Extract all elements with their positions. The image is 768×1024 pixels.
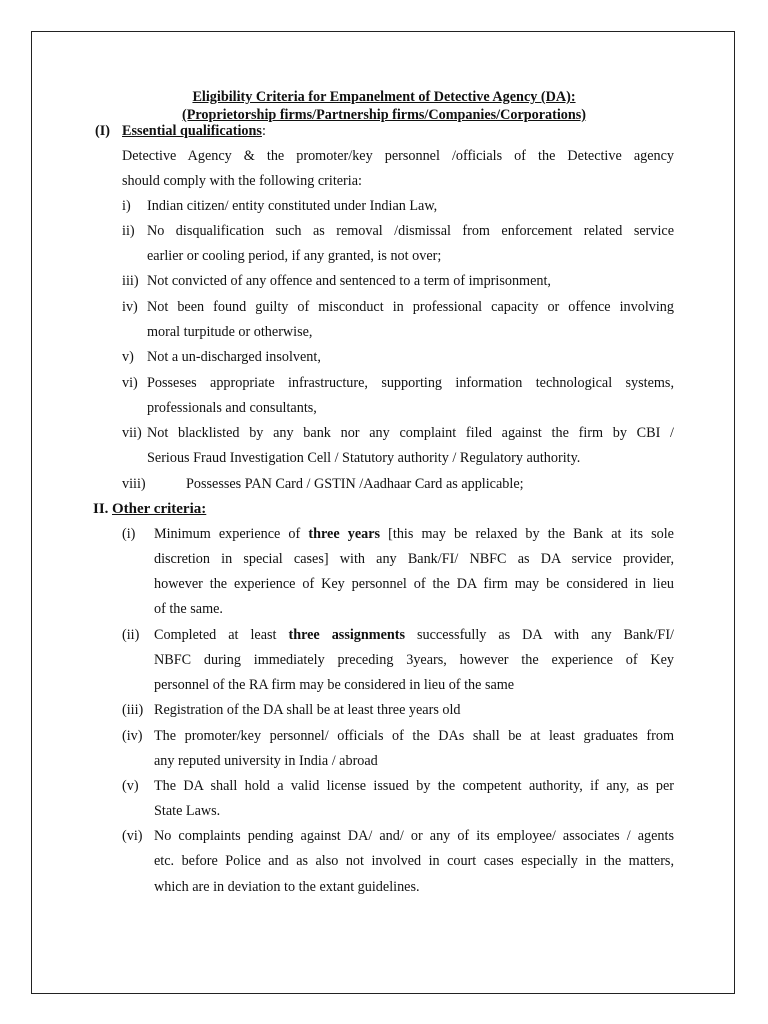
item-text: which are in deviation to the extant guidelines.: [154, 879, 420, 895]
item-text: NBFC during immediately preceding 3years, however the experience of Key: [154, 652, 674, 668]
item-number: (i): [122, 526, 136, 542]
item-number: i): [122, 198, 131, 214]
item-text: The DA shall hold a valid license issued by the competent authority, if any, as per: [154, 778, 674, 794]
item-text: earlier or cooling period, if any granted, is not over;: [147, 248, 442, 264]
item-text: State Laws.: [154, 803, 221, 819]
item-number: (ii): [122, 627, 140, 643]
section1-intro-line-2: should comply with the following criteria:: [122, 173, 362, 189]
item-text: The promoter/key personnel/ officials of the DAs shall be at least graduates from: [154, 728, 674, 744]
item-number: iii): [122, 273, 139, 289]
item-number: vii): [122, 425, 142, 441]
item-text: No complaints pending against DA/ and/ or any of its employee/ associates / agents: [154, 828, 674, 844]
item-number: vi): [122, 375, 138, 391]
section1-intro-line-1: Detective Agency & the promoter/key personnel /officials of the Detective agency: [122, 148, 674, 164]
section1-heading: Essential qualifications:: [122, 123, 266, 139]
item-text: discretion in special cases] with any Bank/FI/ NBFC as DA service provider,: [154, 551, 674, 567]
item-text: Possesses PAN Card / GSTIN /Aadhaar Card as applicable;: [186, 476, 524, 492]
section2-heading: Other criteria:: [112, 501, 207, 517]
item-text: etc. before Police and as also not involved in court cases especially in the matters,: [154, 853, 674, 869]
item-text: of the same.: [154, 601, 223, 617]
item-text: No disqualification such as removal /dismissal from enforcement related service: [147, 223, 674, 239]
item-number: (iii): [122, 702, 144, 718]
item-number: (iv): [122, 728, 143, 744]
item-text: Not blacklisted by any bank nor any complaint filed against the firm by CBI /: [147, 425, 674, 441]
item-text: however the experience of Key personnel of the DA firm may be considered in lieu: [154, 576, 674, 592]
item-number: ii): [122, 223, 135, 239]
section1-number: (I): [95, 123, 110, 139]
item-text: personnel of the RA firm may be considered in lieu of the same: [154, 677, 515, 693]
item-text: moral turpitude or otherwise,: [147, 324, 313, 340]
item-text: Not a un-discharged insolvent,: [147, 349, 321, 365]
item-number: iv): [122, 299, 138, 315]
item-text: any reputed university in India / abroad: [154, 753, 378, 769]
item-number: viii): [122, 476, 146, 492]
title-line-1: Eligibility Criteria for Empanelment of Detective Agency (DA):: [192, 89, 576, 105]
item-text: Completed at least three assignments successfully as DA with any Bank/FI/: [154, 627, 674, 643]
item-number: (v): [122, 778, 139, 794]
item-number: (vi): [122, 828, 143, 844]
item-text: Not been found guilty of misconduct in professional capacity or offence involving: [147, 299, 674, 315]
section2-number: II.: [93, 501, 109, 517]
item-text: Indian citizen/ entity constituted under Indian Law,: [147, 198, 438, 214]
title-line-2: (Proprietorship firms/Partnership firms/Companies/Corporations): [181, 107, 587, 123]
item-text: professionals and consultants,: [147, 400, 317, 416]
item-text: Posseses appropriate infrastructure, supporting information technological systems,: [147, 375, 674, 391]
item-text: Serious Fraud Investigation Cell / Statutory authority / Regulatory authority.: [147, 450, 581, 466]
item-text: Registration of the DA shall be at least three years old: [154, 702, 461, 718]
item-text: Minimum experience of three years [this may be relaxed by the Bank at its sole: [154, 526, 674, 542]
item-number: v): [122, 349, 134, 365]
item-text: Not convicted of any offence and sentenced to a term of imprisonment,: [147, 273, 551, 289]
